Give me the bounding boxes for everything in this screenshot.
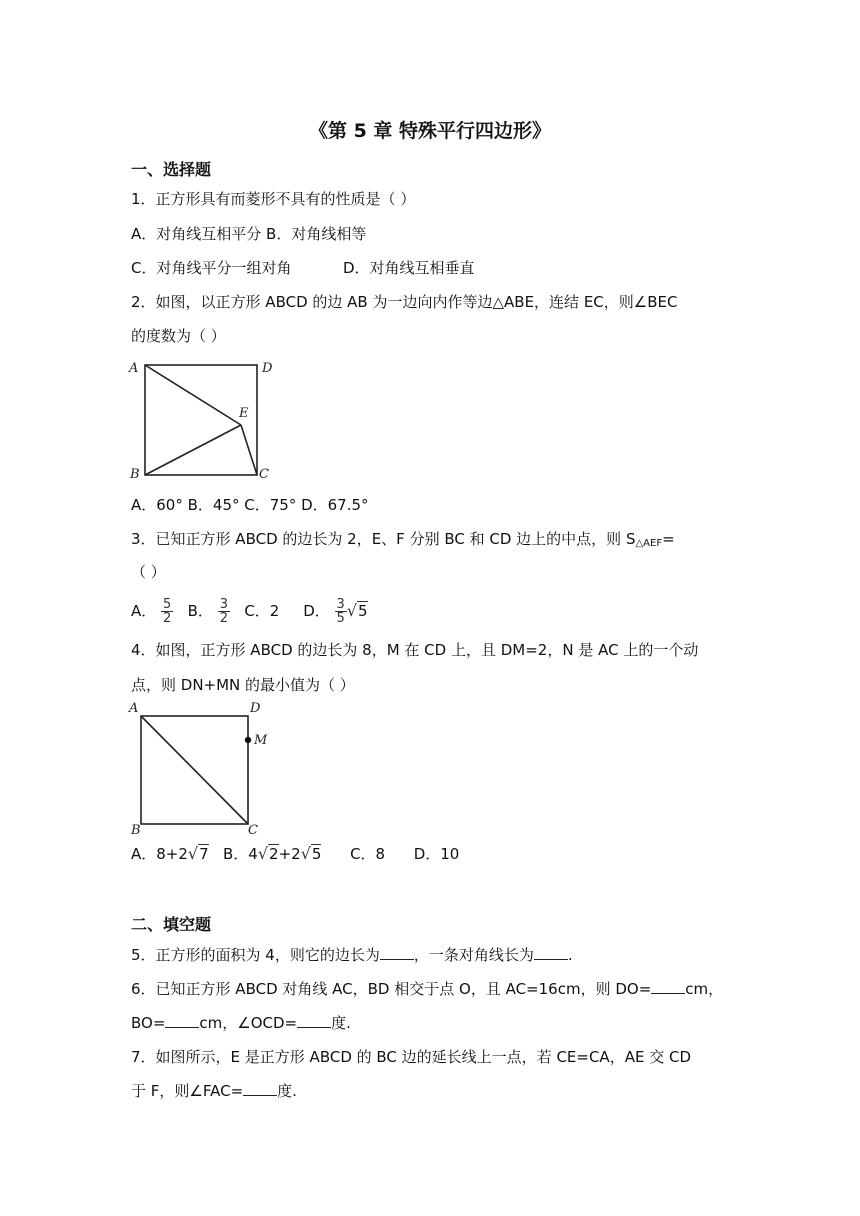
q1-option-d: D．对角线互相垂直 xyxy=(343,259,475,277)
q6-l2c: 度. xyxy=(331,1014,351,1032)
q2-label-e: E xyxy=(239,406,249,421)
q2-segment-ec xyxy=(241,425,257,475)
q3-d-radical-sign: √ xyxy=(346,601,358,620)
q2-label-b: B xyxy=(130,467,140,482)
q4-stem-line1: 4．如图，正方形 ABCD 的边长为 8，M 在 CD 上，且 DM=2，N 是 AC 上的一个动 xyxy=(131,641,699,659)
q4-label-c: C xyxy=(248,823,258,836)
q4-label-a: A xyxy=(129,701,139,716)
q3-a-denominator: 2 xyxy=(163,611,172,626)
q7-l2b: 度. xyxy=(277,1082,297,1100)
q1-option-c: C．对角线平分一组对角 xyxy=(131,259,292,277)
q6-blank-angle[interactable] xyxy=(297,1013,331,1028)
q3-stem-line1 xyxy=(131,529,675,554)
q4-b-radicand-2: 5 xyxy=(311,845,322,863)
q7-stem-line2 xyxy=(131,1081,297,1101)
q5-blank-side[interactable] xyxy=(380,945,414,960)
q1-options-ab: A．对角线互相平分 B．对角线相等 xyxy=(131,225,367,243)
q4-option-c: C．8 xyxy=(350,845,386,863)
q4-b-plus: +2 xyxy=(278,845,301,863)
section-fill-heading: 二、填空题 xyxy=(131,915,212,934)
q4-option-a-prefix: A．8+2 xyxy=(131,845,188,863)
q4-label-d: D xyxy=(250,701,261,716)
q3-a-numerator: 5 xyxy=(163,597,172,612)
q6-part1: 6．已知正方形 ABCD 对角线 AC，BD 相交于点 O，且 AC=16cm，则 DO= xyxy=(131,980,652,998)
q3-d-numerator: 3 xyxy=(336,597,345,612)
q2-label-a: A xyxy=(129,361,139,376)
q3-option-b-label: B． xyxy=(187,602,213,620)
q5-blank-diagonal[interactable] xyxy=(534,945,568,960)
q6-stem-line2 xyxy=(131,1013,351,1033)
q4-b-radical-sign-1: √ xyxy=(257,844,269,863)
q5-stem xyxy=(131,945,573,965)
q3-b-denominator: 2 xyxy=(219,611,228,626)
q4-a-radicand: 7 xyxy=(199,845,209,863)
q3-options xyxy=(131,598,368,625)
q3-option-d-fraction xyxy=(335,598,347,625)
q1-stem: 1．正方形具有而菱形不具有的性质是（ ） xyxy=(131,190,416,208)
q5-part2: ，一条对角线长为 xyxy=(413,946,534,964)
q2-label-c: C xyxy=(259,467,269,482)
q4-option-d: D．10 xyxy=(413,845,460,863)
q4-stem-line2: 点，则 DN+MN 的最小值为（ ） xyxy=(131,676,355,694)
q3-stem-line2: （ ） xyxy=(131,563,166,581)
q3-d-denominator: 5 xyxy=(336,611,345,626)
q7-l2a: 于 F，则∠FAC= xyxy=(131,1082,244,1100)
q4-b-radical-sign-2: √ xyxy=(300,844,311,863)
q4-figure xyxy=(126,700,276,836)
q6-part2: cm， xyxy=(685,980,724,998)
q2-label-d: D xyxy=(262,361,273,376)
q2-options: A．60° B．45° C．75° D．67.5° xyxy=(131,496,369,514)
q4-b-radicand-1: 2 xyxy=(269,845,279,863)
q6-l2a: BO= xyxy=(131,1014,166,1032)
q7-blank-angle[interactable] xyxy=(243,1081,277,1096)
q3-option-c: C．2 xyxy=(244,602,280,620)
q4-a-radical-sign: √ xyxy=(187,844,199,863)
q2-segment-ae xyxy=(145,365,241,425)
q3-option-b-fraction xyxy=(218,598,230,625)
q4-point-m xyxy=(245,737,251,743)
q2-stem-line2: 的度数为（ ） xyxy=(131,327,226,345)
q6-blank-bo[interactable] xyxy=(165,1013,199,1028)
q3-option-a-label: A． xyxy=(131,602,157,620)
section-choice-heading: 一、选择题 xyxy=(131,160,212,179)
q6-blank-do[interactable] xyxy=(651,979,685,994)
q4-options xyxy=(131,844,459,864)
q3-stem-text: 3．已知正方形 ABCD 的边长为 2，E、F 分别 BC 和 CD 边上的中点，则 S xyxy=(131,530,636,548)
q2-figure xyxy=(126,356,286,484)
q5-part1: 5．正方形的面积为 4，则它的边长为 xyxy=(131,946,380,964)
page-title: 《第 5 章 特殊平行四边形》 xyxy=(308,120,552,142)
q7-stem-line1: 7．如图所示，E 是正方形 ABCD 的 BC 边的延长线上一点，若 CE=CA，AE 交 CD xyxy=(131,1048,691,1066)
q6-l2b: cm，∠OCD= xyxy=(199,1014,298,1032)
q4-option-b-prefix: B．4 xyxy=(222,845,258,863)
q6-stem-line1 xyxy=(131,979,723,999)
q3-d-radicand: 5 xyxy=(358,602,368,620)
q3-triangle-subscript: △AEF xyxy=(635,538,663,549)
q3-stem-equals: = xyxy=(662,530,675,548)
q3-option-a-fraction xyxy=(161,598,173,625)
q4-label-m: M xyxy=(254,733,268,748)
q2-stem-line1: 2．如图，以正方形 ABCD 的边 AB 为一边向内作等边△ABE，连结 EC，则∠BEC xyxy=(131,293,678,311)
q5-part3: . xyxy=(567,946,573,964)
q2-segment-be xyxy=(145,425,241,475)
q4-diagonal-ac xyxy=(141,716,248,824)
q3-b-numerator: 3 xyxy=(219,597,228,612)
q4-label-b: B xyxy=(131,823,141,836)
q3-option-d-label: D． xyxy=(303,602,330,620)
